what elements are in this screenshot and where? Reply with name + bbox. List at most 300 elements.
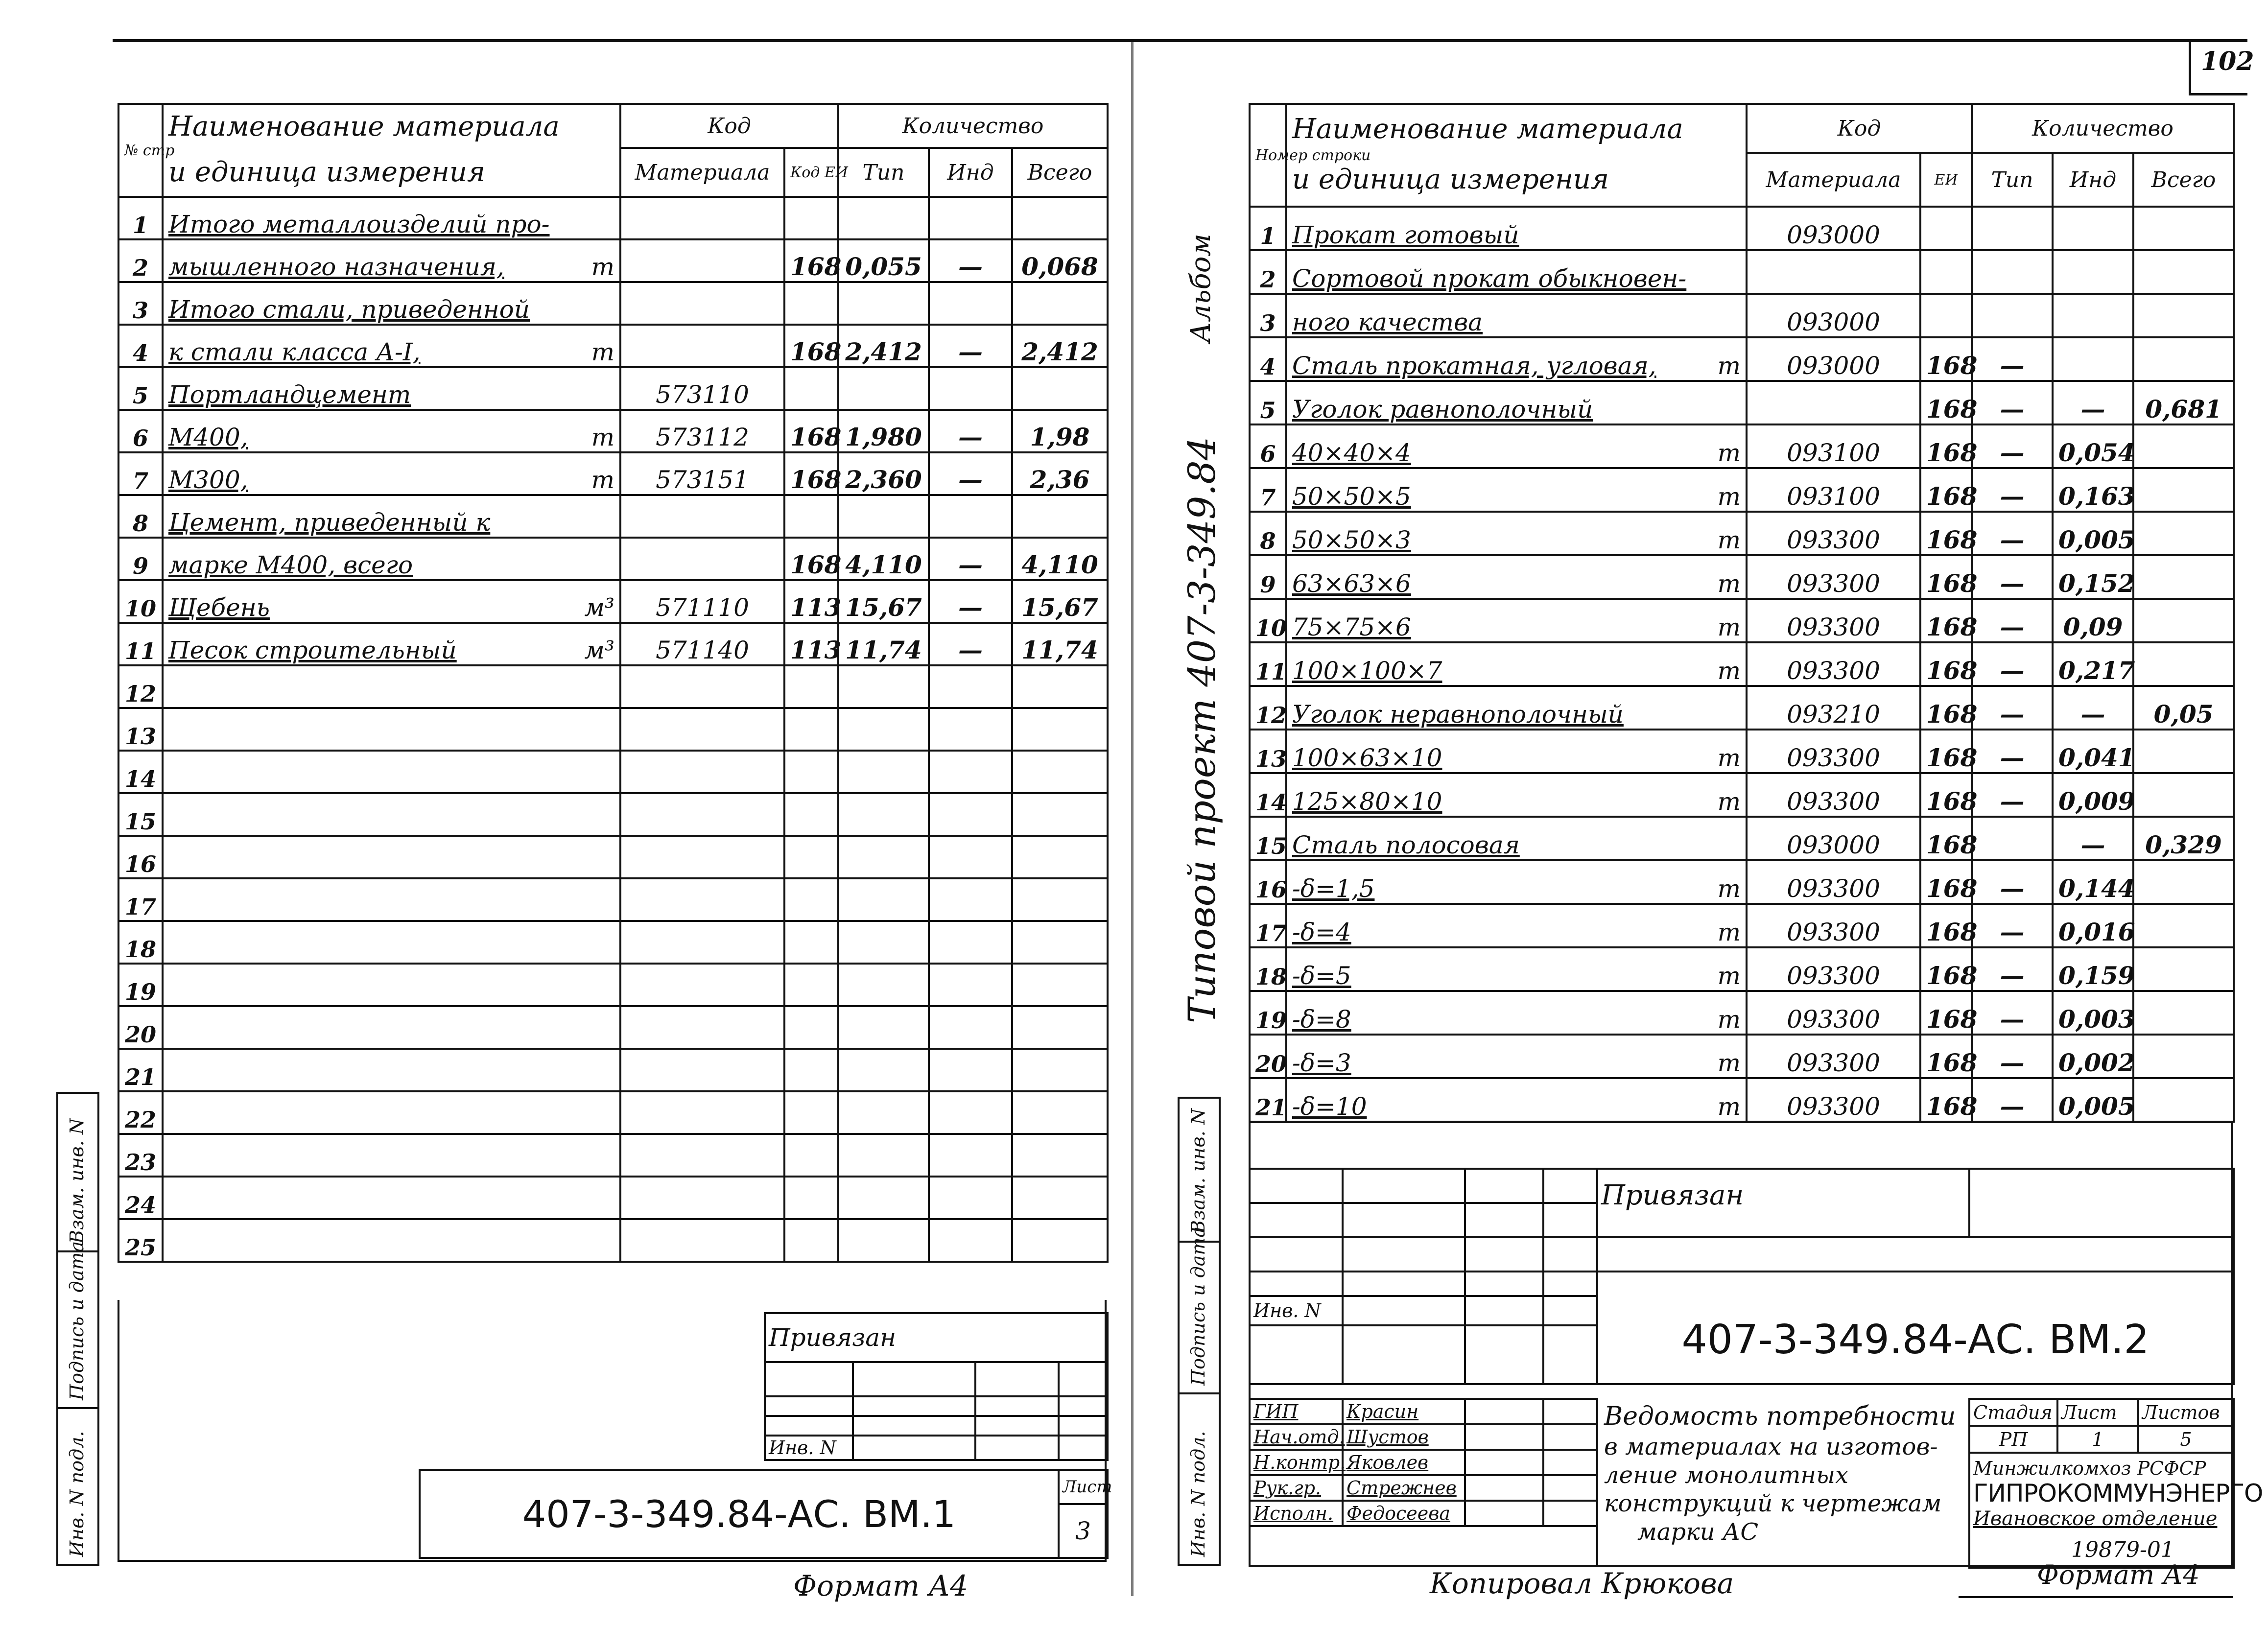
qty-total <box>1012 921 1108 964</box>
material-name <box>1286 1078 1747 1122</box>
material-name <box>163 410 620 452</box>
material-code <box>620 708 784 751</box>
material-code <box>1747 250 1920 294</box>
qty-total <box>1012 282 1108 325</box>
material-unit: т <box>1717 1005 1741 1034</box>
material-name <box>1286 381 1747 424</box>
signature-date <box>1543 1450 1597 1475</box>
material-code <box>620 878 784 921</box>
table-row <box>118 1091 1108 1134</box>
qty-ind <box>929 793 1012 836</box>
qty-total <box>1012 197 1108 239</box>
left-frame-left-line <box>118 1300 119 1562</box>
material-unit: т <box>1717 613 1741 641</box>
material-name-text: 40×40×4 <box>1292 439 1411 467</box>
unit-code <box>784 1006 838 1049</box>
top-border-line <box>113 39 2247 42</box>
qty-ind: 0,144 <box>2053 860 2133 904</box>
title-line-3: ление монолитных <box>1604 1461 1849 1489</box>
left-side-stamp-2: Подпись и дата <box>66 1241 88 1400</box>
material-name <box>163 452 620 495</box>
unit-code <box>784 708 838 751</box>
material-name <box>163 1177 620 1219</box>
material-name <box>163 751 620 793</box>
row-number: 7 <box>118 452 163 495</box>
table-row <box>118 495 1108 538</box>
row-number: 6 <box>118 410 163 452</box>
material-name-text: Портландцемент <box>168 380 411 409</box>
row-number: 16 <box>118 836 163 878</box>
row-number: 19 <box>118 964 163 1006</box>
qty-ind: — <box>929 580 1012 623</box>
unit-code: 168 <box>784 410 838 452</box>
material-name-text: Прокат готовый <box>1292 221 1519 249</box>
right-header-total: Всего <box>2133 153 2234 207</box>
signature-row <box>1250 1450 1597 1475</box>
material-unit: т <box>1717 787 1741 816</box>
table-row <box>1250 817 2234 860</box>
qty-type: 2,360 <box>838 452 929 495</box>
unit-code: 168 <box>784 239 838 282</box>
row-number: 17 <box>118 878 163 921</box>
qty-ind <box>929 836 1012 878</box>
material-unit: т <box>1717 482 1741 511</box>
qty-total <box>1012 964 1108 1006</box>
qty-ind: — <box>929 452 1012 495</box>
unit-code <box>784 665 838 708</box>
qty-total <box>2133 555 2234 599</box>
qty-total <box>2133 1035 2234 1078</box>
signature-role: Н.контр. <box>1250 1450 1343 1475</box>
material-code: 093300 <box>1747 599 1920 642</box>
material-name-text: Уголок неравнополочный <box>1292 700 1624 729</box>
row-number: 17 <box>1250 904 1286 947</box>
material-name-text: Уголок равнополочный <box>1292 395 1593 424</box>
material-code: 093300 <box>1747 642 1920 686</box>
signature-role: Нач.отд. <box>1250 1424 1343 1450</box>
material-code: 093210 <box>1747 686 1920 730</box>
sheets-label: Листов <box>2138 1399 2234 1426</box>
qty-type: — <box>1972 381 2053 424</box>
material-unit: т <box>591 253 614 281</box>
right-binding-block <box>1249 1168 2235 1385</box>
material-code: 093100 <box>1747 468 1920 512</box>
material-code <box>620 1049 784 1091</box>
table-row <box>1250 337 2234 381</box>
material-name <box>1286 250 1747 294</box>
title-line-5: марки АС <box>1637 1518 1759 1546</box>
material-unit: т <box>1717 874 1741 903</box>
table-row <box>118 1049 1108 1091</box>
material-name <box>163 1134 620 1177</box>
qty-ind: 0,005 <box>2053 512 2133 555</box>
left-side-stamp-1: Взам. инв. N <box>66 1118 88 1244</box>
signature-name: Стрежнев <box>1343 1475 1465 1501</box>
qty-total: 0,05 <box>2133 686 2234 730</box>
signature-sign <box>1465 1399 1543 1424</box>
material-name <box>163 623 620 665</box>
material-code: 093300 <box>1747 512 1920 555</box>
row-number: 15 <box>118 793 163 836</box>
unit-code: 168 <box>1920 555 1972 599</box>
unit-code: 168 <box>1920 1078 1972 1122</box>
qty-ind: 0,054 <box>2053 424 2133 468</box>
material-name <box>1286 947 1747 991</box>
material-name-text: М300, <box>168 466 248 494</box>
material-name-text: Сталь полосовая <box>1292 831 1520 859</box>
qty-type <box>838 1219 929 1262</box>
qty-type <box>838 793 929 836</box>
row-number: 10 <box>118 580 163 623</box>
table-row <box>1250 947 2234 991</box>
row-number: 9 <box>1250 555 1286 599</box>
table-row <box>118 878 1108 921</box>
right-frame-top-line <box>1249 1121 2233 1123</box>
qty-total <box>2133 991 2234 1035</box>
material-name-text: 75×75×6 <box>1292 613 1411 641</box>
material-code: 093100 <box>1747 424 1920 468</box>
material-unit: т <box>591 466 614 494</box>
material-unit: т <box>1717 569 1741 598</box>
left-title-block <box>419 1469 1112 1559</box>
unit-code <box>784 1219 838 1262</box>
row-number: 14 <box>118 751 163 793</box>
qty-total <box>1012 1006 1108 1049</box>
unit-code <box>784 1134 838 1177</box>
material-code <box>1747 381 1920 424</box>
material-name-text: М400, <box>168 423 248 451</box>
qty-total: 2,412 <box>1012 325 1108 367</box>
material-name-text: -δ=5 <box>1292 962 1351 990</box>
material-name-text: -δ=10 <box>1292 1092 1367 1121</box>
right-header-rownum: Номер строки <box>1250 104 1286 207</box>
row-number: 24 <box>118 1177 163 1219</box>
row-number: 12 <box>118 665 163 708</box>
stage-value: РП <box>1969 1426 2057 1453</box>
material-name-text: к стали класса А-I, <box>168 338 421 366</box>
row-number: 5 <box>118 367 163 410</box>
signature-role: Исполн. <box>1250 1501 1343 1526</box>
unit-code: 113 <box>784 623 838 665</box>
material-code: 093300 <box>1747 1078 1920 1122</box>
row-number: 4 <box>1250 337 1286 381</box>
left-header-total: Всего <box>1012 148 1108 197</box>
qty-ind <box>929 197 1012 239</box>
material-name-text: Итого металлоизделий про- <box>168 210 550 238</box>
table-row <box>1250 1035 2234 1078</box>
row-number: 8 <box>118 495 163 538</box>
table-row <box>1250 1078 2234 1122</box>
table-row <box>118 197 1108 239</box>
material-name-text: Сталь прокатная, угловая, <box>1292 352 1656 380</box>
material-code: 093000 <box>1747 817 1920 860</box>
right-document-title <box>1596 1398 1970 1567</box>
material-name <box>1286 468 1747 512</box>
qty-type <box>838 921 929 964</box>
material-code <box>620 836 784 878</box>
unit-code: 168 <box>1920 773 1972 817</box>
table-row <box>1250 773 2234 817</box>
qty-type: — <box>1972 599 2053 642</box>
signature-name: Шустов <box>1343 1424 1465 1450</box>
material-name-text: Щебень <box>168 593 270 622</box>
row-number: 2 <box>118 239 163 282</box>
qty-type: — <box>1972 642 2053 686</box>
qty-type: — <box>1972 991 2053 1035</box>
right-inv: Инв. N <box>1250 1296 1343 1325</box>
qty-ind <box>929 878 1012 921</box>
qty-type: — <box>1972 1035 2053 1078</box>
qty-type <box>838 1177 929 1219</box>
material-code: 093000 <box>1747 294 1920 337</box>
material-name-text: марке М400, всего <box>168 551 413 579</box>
qty-ind <box>929 282 1012 325</box>
material-code <box>620 1006 784 1049</box>
material-unit: м³ <box>584 636 614 664</box>
row-number: 13 <box>118 708 163 751</box>
material-code: 093300 <box>1747 555 1920 599</box>
qty-total: 0,068 <box>1012 239 1108 282</box>
page-number-box-line <box>2189 39 2191 93</box>
unit-code: 113 <box>784 580 838 623</box>
material-code <box>620 793 784 836</box>
left-format: Формат А4 <box>793 1569 969 1602</box>
qty-total: 0,329 <box>2133 817 2234 860</box>
material-code <box>620 282 784 325</box>
org-name: ГИПРОКОММУНЭНЕРГО <box>1973 1479 2263 1507</box>
signature-date <box>1543 1399 1597 1424</box>
right-header-name-line2: и единица измерения <box>1286 153 1747 207</box>
unit-code <box>784 921 838 964</box>
qty-ind: — <box>929 410 1012 452</box>
page-number-box-bottom <box>2189 93 2247 95</box>
title-line-1: Ведомость потребности <box>1604 1402 1956 1431</box>
unit-code <box>1920 294 1972 337</box>
qty-ind: 0,159 <box>2053 947 2133 991</box>
material-code: 573112 <box>620 410 784 452</box>
qty-ind <box>929 1006 1012 1049</box>
material-name <box>1286 207 1747 250</box>
title-line-4: конструкций к чертежам <box>1604 1490 1942 1517</box>
qty-total <box>2133 468 2234 512</box>
qty-type: — <box>1972 904 2053 947</box>
row-number: 4 <box>118 325 163 367</box>
material-code <box>620 751 784 793</box>
project-label: Типовой проект 407-3-349.84 <box>1180 436 1224 1023</box>
material-name <box>1286 817 1747 860</box>
material-code <box>620 1091 784 1134</box>
unit-code: 168 <box>1920 642 1972 686</box>
row-number: 9 <box>118 538 163 580</box>
row-number: 5 <box>1250 381 1286 424</box>
material-name <box>163 538 620 580</box>
material-name <box>163 367 620 410</box>
unit-code: 168 <box>1920 381 1972 424</box>
qty-type: 2,412 <box>838 325 929 367</box>
unit-code: 168 <box>784 538 838 580</box>
qty-ind: 0,152 <box>2053 555 2133 599</box>
material-name <box>1286 991 1747 1035</box>
material-name <box>1286 642 1747 686</box>
left-sheet-number: 3 <box>1059 1504 1108 1558</box>
table-row <box>118 751 1108 793</box>
qty-total <box>2133 250 2234 294</box>
left-binding-block <box>764 1312 1109 1461</box>
qty-type: — <box>1972 1078 2053 1122</box>
right-header-type: Тип <box>1972 153 2053 207</box>
row-number: 23 <box>118 1134 163 1177</box>
signature-date <box>1543 1424 1597 1450</box>
unit-code <box>1920 250 1972 294</box>
material-unit: т <box>1717 657 1741 685</box>
qty-total: 2,36 <box>1012 452 1108 495</box>
right-header-code: Код <box>1747 104 1972 153</box>
signature-name: Яковлев <box>1343 1450 1465 1475</box>
signature-sign <box>1465 1501 1543 1526</box>
material-unit: т <box>1717 526 1741 554</box>
qty-type <box>838 708 929 751</box>
qty-total <box>2133 860 2234 904</box>
material-code: 573110 <box>620 367 784 410</box>
table-row <box>118 836 1108 878</box>
table-row <box>118 282 1108 325</box>
org-ministry: Минжилкомхоз РСФСР <box>1973 1458 2206 1479</box>
material-code <box>620 197 784 239</box>
qty-ind: 0,041 <box>2053 730 2133 773</box>
left-doc-code: 407-3-349.84-АС. ВМ.1 <box>420 1470 1059 1558</box>
signature-name: Федосеева <box>1343 1501 1465 1526</box>
material-code: 571110 <box>620 580 784 623</box>
left-header-ind: Инд <box>929 148 1012 197</box>
qty-type <box>838 751 929 793</box>
qty-total <box>2133 1078 2234 1122</box>
material-name-text: -δ=1,5 <box>1292 874 1375 903</box>
qty-ind: — <box>2053 381 2133 424</box>
qty-total <box>1012 665 1108 708</box>
material-name <box>1286 1035 1747 1078</box>
left-header-type: Тип <box>838 148 929 197</box>
qty-ind <box>2053 250 2133 294</box>
unit-code <box>784 751 838 793</box>
material-name-text: -δ=4 <box>1292 918 1351 946</box>
unit-code <box>784 495 838 538</box>
order-number: 19879-01 <box>2071 1537 2174 1562</box>
material-code: 571140 <box>620 623 784 665</box>
qty-type: — <box>1972 468 2053 512</box>
material-code: 093300 <box>1747 1035 1920 1078</box>
material-name-text: ного качества <box>1292 308 1483 336</box>
right-header-quantity: Количество <box>1972 104 2234 153</box>
material-name <box>1286 686 1747 730</box>
left-sheet-label: Лист <box>1059 1470 1108 1504</box>
qty-total <box>2133 294 2234 337</box>
qty-type: 0,055 <box>838 239 929 282</box>
material-name-text: мышленного назначения, <box>168 253 504 281</box>
row-number: 20 <box>118 1006 163 1049</box>
stage-label: Стадия <box>1969 1399 2057 1426</box>
material-unit: т <box>1717 1092 1741 1121</box>
qty-type: — <box>1972 773 2053 817</box>
table-row <box>1250 250 2234 294</box>
qty-type <box>838 282 929 325</box>
unit-code <box>784 836 838 878</box>
material-name <box>163 878 620 921</box>
right-header-code-material: Материала <box>1747 153 1920 207</box>
qty-total <box>1012 1049 1108 1091</box>
left-inv: Инв. N <box>765 1436 853 1460</box>
qty-total <box>1012 367 1108 410</box>
row-number: 10 <box>1250 599 1286 642</box>
row-number: 7 <box>1250 468 1286 512</box>
qty-total: 0,681 <box>2133 381 2234 424</box>
row-number: 1 <box>118 197 163 239</box>
signature-sign <box>1465 1424 1543 1450</box>
qty-ind <box>929 1134 1012 1177</box>
material-code: 093300 <box>1747 991 1920 1035</box>
material-unit: т <box>1717 439 1741 467</box>
row-number: 14 <box>1250 773 1286 817</box>
qty-ind: 0,009 <box>2053 773 2133 817</box>
qty-ind: — <box>2053 686 2133 730</box>
material-code <box>620 538 784 580</box>
qty-ind <box>2053 207 2133 250</box>
qty-ind <box>929 708 1012 751</box>
copied-by: Копировал Крюкова <box>1430 1567 1734 1600</box>
table-row <box>118 1006 1108 1049</box>
qty-type <box>1972 817 2053 860</box>
table-row <box>118 325 1108 367</box>
qty-total <box>2133 512 2234 555</box>
qty-total <box>1012 751 1108 793</box>
qty-type <box>1972 250 2053 294</box>
table-row <box>1250 468 2234 512</box>
row-number: 6 <box>1250 424 1286 468</box>
qty-total: 15,67 <box>1012 580 1108 623</box>
material-unit: т <box>1717 918 1741 946</box>
table-row <box>1250 904 2234 947</box>
qty-ind: 0,09 <box>2053 599 2133 642</box>
qty-type <box>838 665 929 708</box>
material-name-text: Сортовой прокат обыкновен- <box>1292 264 1687 293</box>
sheets-value: 5 <box>2138 1426 2234 1453</box>
material-name <box>163 921 620 964</box>
material-name-text: 63×63×6 <box>1292 569 1411 598</box>
row-number: 25 <box>118 1219 163 1262</box>
table-row <box>1250 642 2234 686</box>
qty-ind: — <box>929 239 1012 282</box>
left-material-table <box>118 103 1109 1263</box>
material-unit: т <box>1717 962 1741 990</box>
left-header-name-line2: и единица измерения <box>163 148 620 197</box>
qty-ind: 0,163 <box>2053 468 2133 512</box>
qty-type: — <box>1972 947 2053 991</box>
material-code <box>620 495 784 538</box>
right-header-ind: Инд <box>2053 153 2133 207</box>
material-name <box>163 1219 620 1262</box>
signature-date <box>1543 1475 1597 1501</box>
signature-role: ГИП <box>1250 1399 1343 1424</box>
material-name-text: 50×50×3 <box>1292 526 1411 554</box>
unit-code: 168 <box>1920 947 1972 991</box>
unit-code: 168 <box>1920 991 1972 1035</box>
qty-type: — <box>1972 555 2053 599</box>
material-name <box>1286 555 1747 599</box>
qty-type: — <box>1972 686 2053 730</box>
unit-code: 168 <box>784 452 838 495</box>
unit-code: 168 <box>1920 860 1972 904</box>
qty-total <box>1012 793 1108 836</box>
qty-type <box>838 878 929 921</box>
